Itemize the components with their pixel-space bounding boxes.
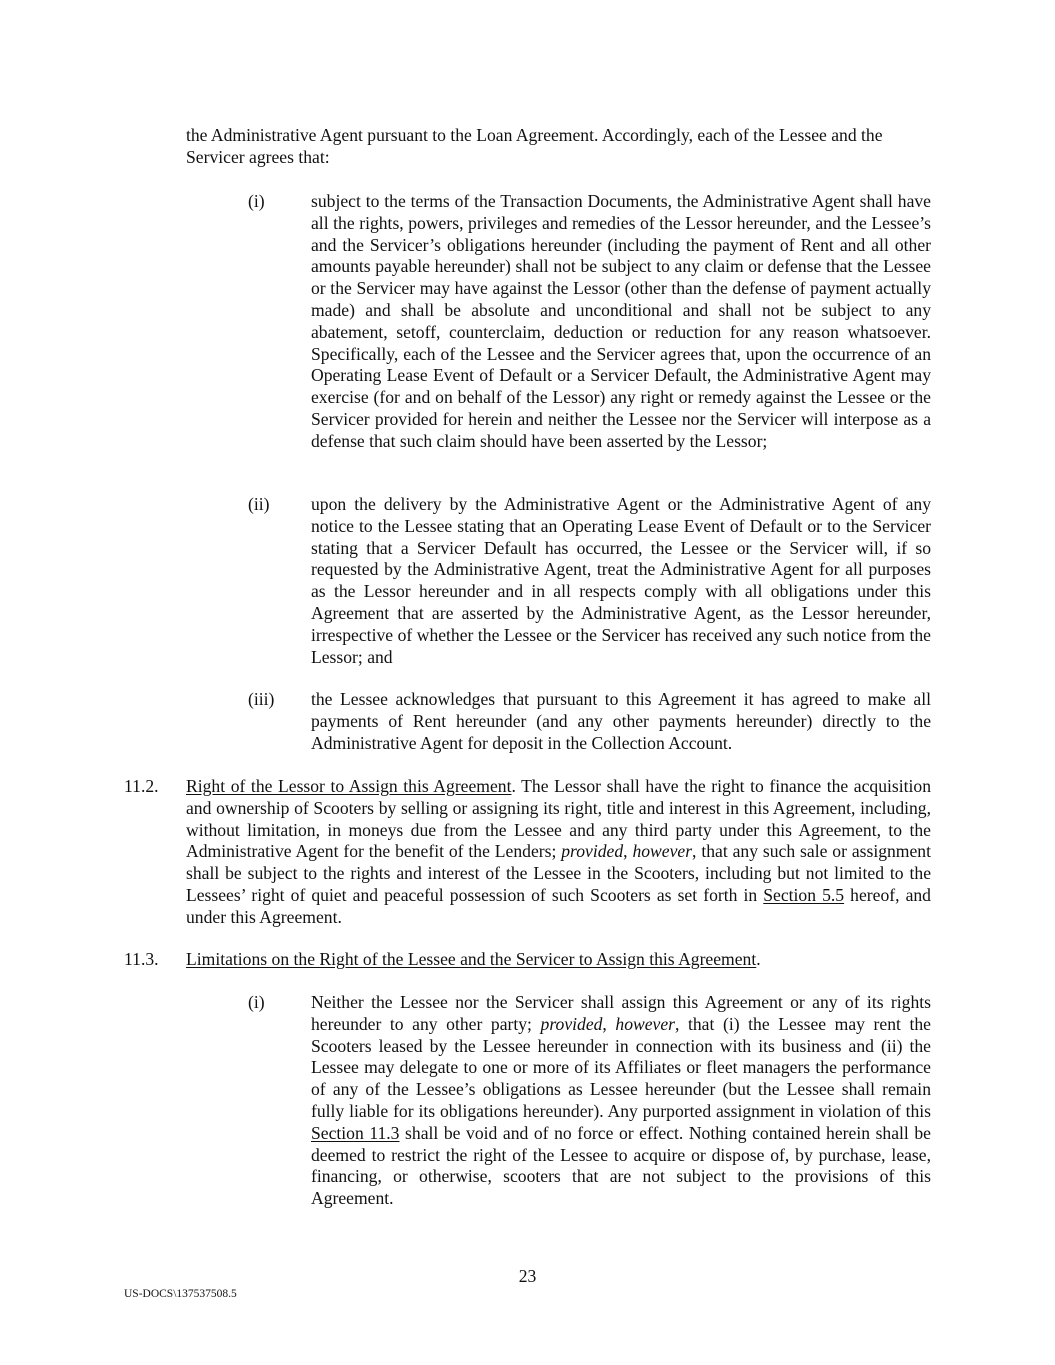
item-text-run: , that (i) the Lessee may rent the Scooters leased by the Lessee hereunder in connection with its business and (ii) the Lessee may delegate to one or more of its Affiliates or fleet managers the performance of any of the Lessee’s obligations as Lessee hereunder (but the Lessee shall remain fully liable for its obligations hereunder). Any purported assignment in violation of this	[311, 1013, 931, 1121]
section-text-run: hereof, and under this Agreement.	[186, 884, 931, 927]
document-id: US-DOCS\137537508.5	[124, 1288, 237, 1300]
section-text-run: , that any such sale or assignment shall be subject to the rights and interest of the Lessee in the Scooters, including but not limited to the Lessees’ right of quiet and peaceful possession of such Scooters as set forth in	[186, 841, 931, 905]
however-italic: however	[632, 841, 693, 862]
intro-paragraph: the Administrative Agent pursuant to the Loan Agreement. Accordingly, each of the Lessee and the Servicer agrees that:	[186, 125, 883, 167]
list-item-number: (i)	[248, 191, 265, 211]
list-item-number: (iii)	[248, 689, 275, 709]
section-number: 11.3.	[124, 949, 159, 969]
however-italic: however	[615, 1013, 676, 1034]
section-number: 11.2.	[124, 776, 159, 796]
list-item-text	[311, 992, 931, 1210]
section-heading: Limitations on the Right of the Lessee and the Servicer to Assign this Agreement	[186, 949, 757, 969]
list-item-number: (ii)	[248, 494, 270, 514]
list-item-text: subject to the terms of the Transaction Documents, the Administrative Agent shall have all the rights, powers, privileges and remedies of the Lessor hereunder, and the Lessee’s and the Servicer’s obligations hereunder (including the payment of Rent and all other amounts payable hereunder) shall not be subject to any claim or defense that the Lessee or the Servicer may have against the Lessor (other than the defense of payment actually made) and shall be absolute and unconditional and shall not be subject to any abatement, setoff, counterclaim, deduction or reduction for any reason whatsoever. Specifically, each of the Lessee and the Servicer agrees that, upon the occurrence of an Operating Lease Event of Default or a Servicer Default, the Administrative Agent may exercise (for and on behalf of the Lessor) any right or remedy against the Lessee or the Servicer provided for herein and neither the Lessee nor the Servicer will interpose as a defense that such claim should have been asserted by the Lessor;	[311, 191, 931, 451]
section-11-3-heading-line	[186, 949, 931, 971]
comma-text: ,	[602, 1013, 616, 1034]
item-text-run: shall be void and of no force or effect. Nothing contained herein shall be deemed to restrict the right of the Lessee to acquire or dispose of, by purchase, lease, financing, or otherwise, scooters that are not subject to the provisions of this Agreement.	[311, 1122, 931, 1209]
section-reference: Section 11.3	[311, 1122, 400, 1143]
provided-italic: provided	[561, 841, 624, 862]
section-text-run: . The Lessor shall have the right to finance the acquisition and ownership of Scooters by selling or assigning its right, title and interest in this Agreement, including, without limitation, in moneys due from the Lessee and any third party under this Agreement, to the Administrative Agent for the benefit of the Lenders;	[186, 776, 932, 862]
provided-italic: provided	[540, 1013, 603, 1034]
section-11-2-paragraph	[186, 776, 931, 929]
list-item-text: the Lessee acknowledges that pursuant to this Agreement it has agreed to make all payments of Rent hereunder (and any other payments hereunder) directly to the Administrative Agent for deposit in the Collection Account.	[311, 689, 931, 753]
section-heading: Right of the Lessor to Assign this Agreement	[186, 776, 512, 796]
list-item-number: (i)	[248, 992, 265, 1012]
list-item-text: upon the delivery by the Administrative Agent or the Administrative Agent of any notice to the Lessee stating that an Operating Lease Event of Default or to the Servicer stating that a Servicer Default has occurred, the Lessee or the Servicer will, if so requested by the Administrative Agent, treat the Administrative Agent for all purposes as the Lessor hereunder and in all respects comply with all obligations under this Agreement that are asserted by the Administrative Agent, as the Lessor hereunder, irrespective of whether the Lessee or the Servicer has received any such notice from the Lessor; and	[311, 494, 931, 667]
item-text-run: Neither the Lessee nor the Servicer shall assign this Agreement or any of its rights hereunder to any other party;	[311, 992, 931, 1034]
section-reference: Section 5.5	[763, 884, 845, 905]
page-number: 23	[518, 1266, 537, 1286]
period-text: .	[756, 949, 761, 969]
comma-text: ,	[623, 841, 628, 862]
